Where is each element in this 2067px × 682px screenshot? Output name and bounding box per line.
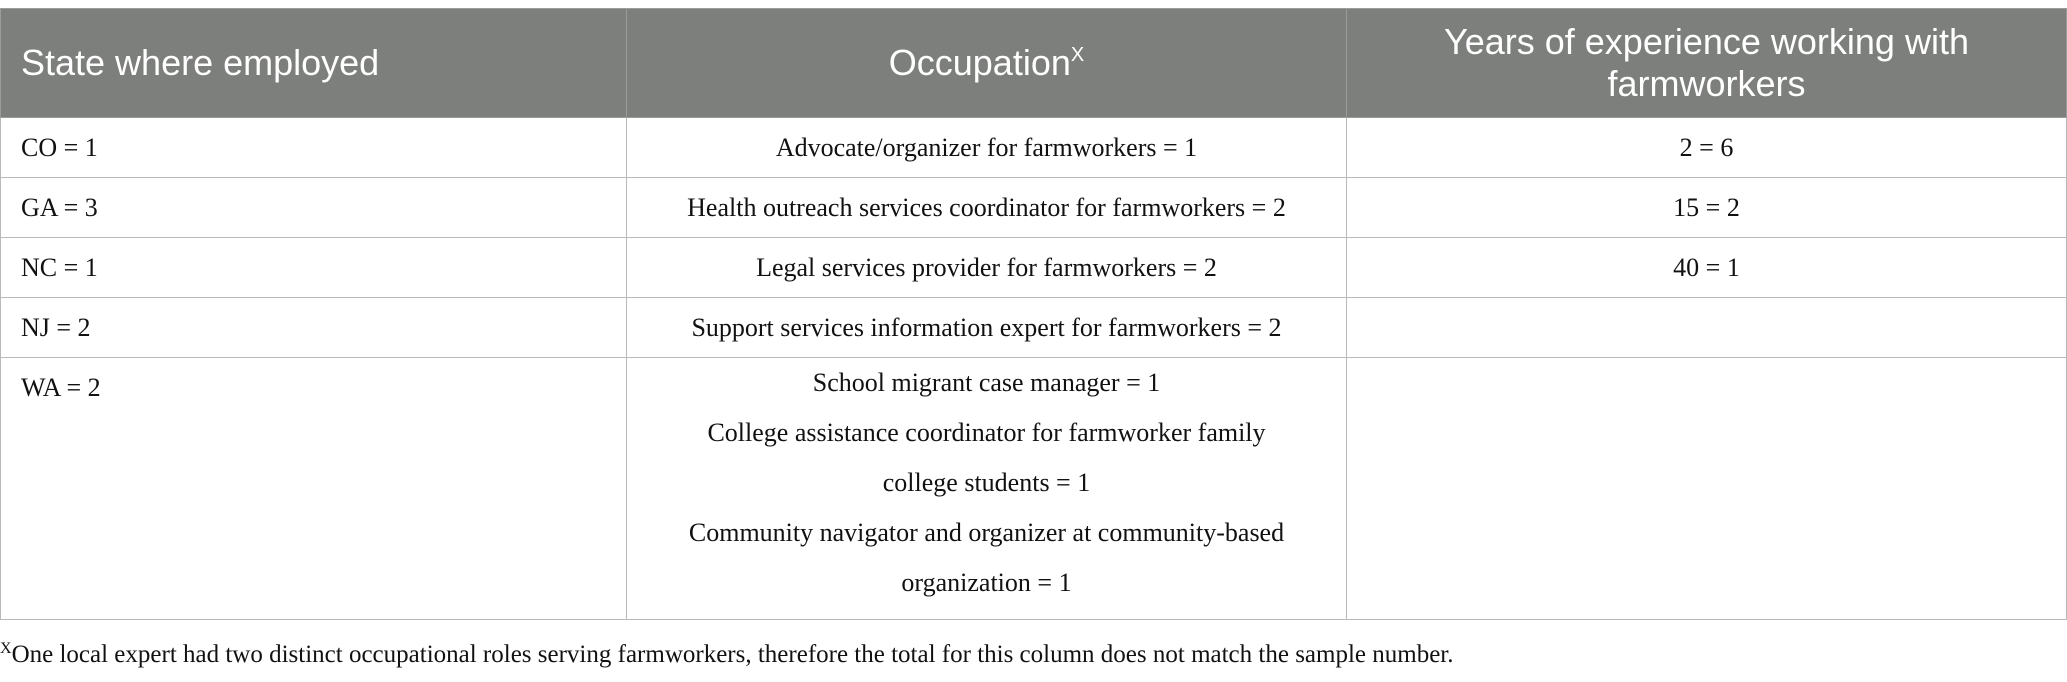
table-row [1, 118, 2067, 178]
years-value: 40 = 1 [1673, 253, 1740, 282]
cell-occupation [627, 358, 1347, 620]
occupation-line: College assistance coordinator for farmworker family [707, 418, 1266, 447]
occupation-line: college students = 1 [882, 468, 1091, 497]
header-occupation-footnote-marker: X [1070, 44, 1085, 66]
cell-years [1347, 238, 2067, 298]
cell-years [1347, 118, 2067, 178]
cell-state [1, 178, 627, 238]
occupation-value: Advocate/organizer for farmworkers = 1 [775, 133, 1198, 162]
cell-occupation [627, 118, 1347, 178]
footnote-text: One local expert had two distinct occupational roles serving farmworkers, therefore the total for this column does not match the sample number. [11, 641, 1454, 668]
occupation-line: School migrant case manager = 1 [812, 368, 1161, 397]
occupation-line: organization = 1 [901, 568, 1072, 597]
header-occupation-label: Occupation [888, 42, 1071, 83]
occupation-value: Legal services provider for farmworkers = 2 [756, 253, 1217, 282]
cell-state [1, 238, 627, 298]
table-footnote [0, 641, 1454, 669]
header-years-label: Years of experience working with farmworkers [1444, 21, 1969, 104]
header-state-label: State where employed [21, 42, 380, 83]
header-years [1347, 9, 2067, 118]
occupation-value: Health outreach services coordinator for farmworkers = 2 [687, 193, 1286, 222]
footnote-marker: X [0, 640, 12, 657]
header-occupation [627, 9, 1347, 118]
state-value: GA = 3 [21, 193, 98, 222]
cell-occupation [627, 298, 1347, 358]
cell-years [1347, 358, 2067, 620]
cell-state [1, 298, 627, 358]
header-state [1, 9, 627, 118]
cell-occupation [627, 178, 1347, 238]
state-value: NJ = 2 [21, 313, 91, 342]
state-value: NC = 1 [21, 253, 98, 282]
state-value: WA = 2 [21, 373, 101, 402]
occupation-line: Community navigator and organizer at community-based [688, 518, 1285, 547]
cell-state [1, 358, 627, 620]
table-row [1, 298, 2067, 358]
table-row [1, 178, 2067, 238]
cell-years [1347, 178, 2067, 238]
occupation-table [0, 8, 2067, 620]
cell-occupation [627, 238, 1347, 298]
cell-years [1347, 298, 2067, 358]
table-row [1, 238, 2067, 298]
table-row [1, 358, 2067, 620]
years-value: 15 = 2 [1673, 193, 1740, 222]
occupation-value: Support services information expert for farmworkers = 2 [691, 313, 1282, 342]
cell-state [1, 118, 627, 178]
data-table-container [0, 8, 2067, 620]
years-value: 2 = 6 [1679, 133, 1734, 162]
state-value: CO = 1 [21, 133, 98, 162]
table-header-row [1, 9, 2067, 118]
